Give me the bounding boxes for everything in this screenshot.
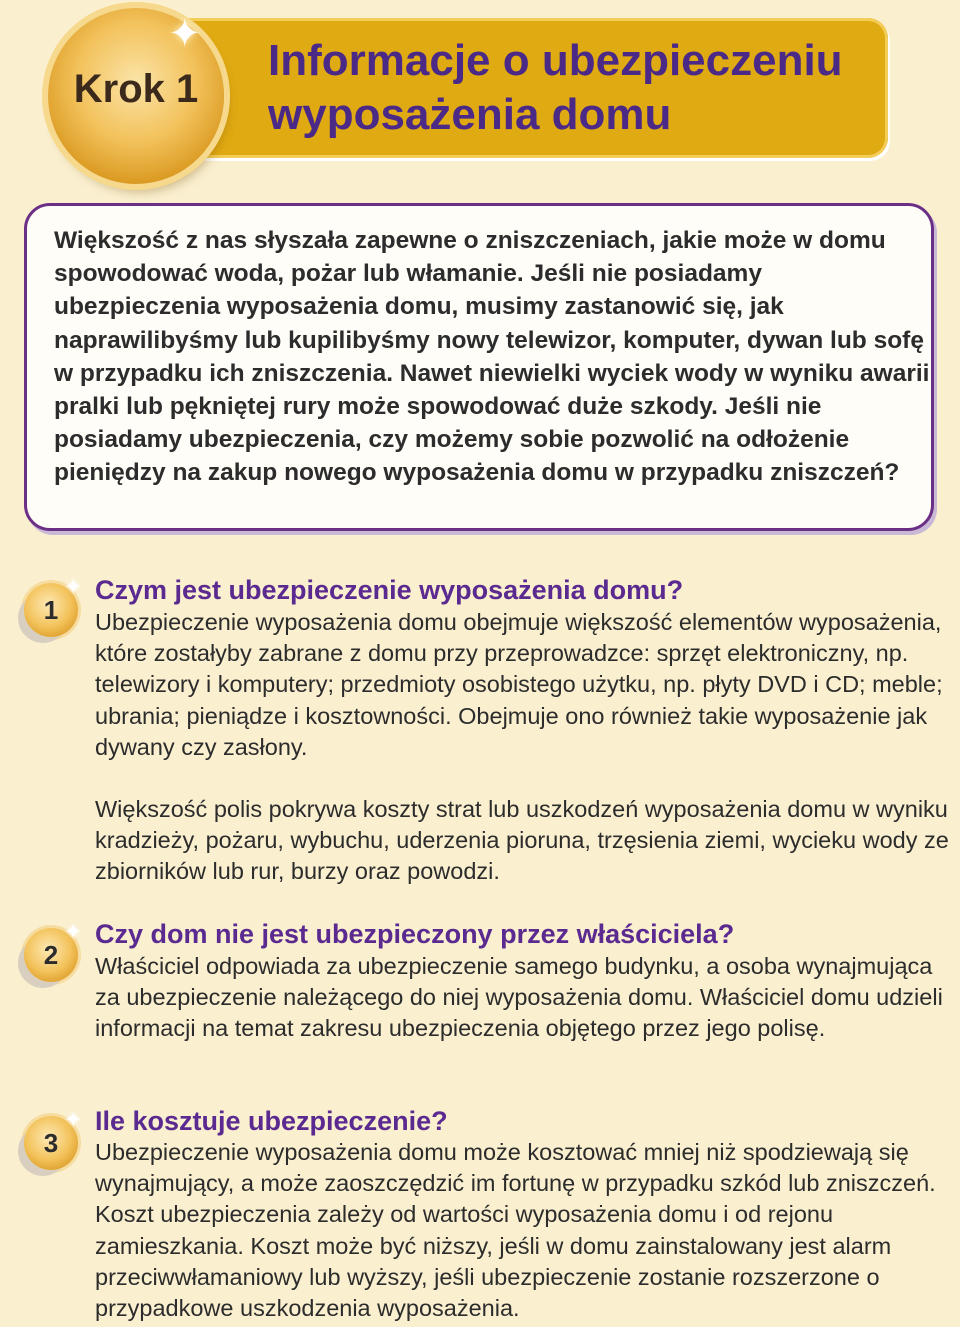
page-title: [268, 34, 908, 142]
section-number: 1: [43, 595, 59, 625]
step-label: Krok 1: [73, 67, 199, 111]
sparkle-icon: ✦: [64, 1107, 83, 1132]
sparkle-icon: ✦: [168, 12, 202, 56]
section-heading: Czy dom nie jest ubezpieczony przez właściciela?: [95, 919, 735, 949]
section-paragraph: Właściciel odpowiada za ubezpieczenie samego budynku, a osoba wynajmująca za ubezpieczenie należącego do niej wyposażenia domu. Właściciel domu udzieli informacji na temat zakresu ubezpieczenia objętego przez jego polisę.: [95, 953, 943, 1042]
intro-text: Większość z nas słyszała zapewne o zniszczeniach, jakie może w domu spowodować woda, pożar lub włamanie. Jeśli nie posiadamy ubezpieczenia wyposażenia domu, musimy zastanowić się, jak naprawilibyśmy lub kupilibyśmy nowy telewizor, komputer, dywan lub sofę w przypadku ich zniszczenia. Nawet niewielki wyciek wody w wyniku awarii pralki lub pękniętej rury może spowodować duże szkody. Jeśli nie posiadamy ubezpieczenia, czy możemy sobie pozwolić na odłożenie pieniędzy na zakup nowego wyposażenia domu w przypadku zniszczeń?: [54, 227, 930, 487]
section-paragraph: Ubezpieczenie wyposażenia domu może kosztować mniej niż spodziewają się wynajmujący, a może zaoszczędzić im fortunę w przypadku szkód lub zniszczeń. Koszt ubezpieczenia zależy od wartości wyposażenia domu i od rejonu zamieszkania. Koszt może być niższy, jeśli w domu zainstalowany jest alarm przeciwwłamaniowy lub wyższy, jeśli ubezpieczenie zostanie rozszerzone o przypadkowe uszkodzenia wyposażenia.: [95, 1139, 936, 1322]
section-heading: Ile kosztuje ubezpieczenie?: [95, 1106, 448, 1136]
page-title-line1: Informacje o ubezpieczeniu: [268, 36, 843, 85]
section-heading: Czym jest ubezpieczenie wyposażenia domu?: [95, 575, 684, 605]
page-title-line2: wyposażenia domu: [268, 90, 672, 139]
section-paragraph: Większość polis pokrywa koszty strat lub uszkodzeń wyposażenia domu w wyniku kradzieży, pożaru, wybuchu, uderzenia pioruna, trzęsienia ziemi, wycieku wody ze zbiorników lub rur, burzy oraz powodzi.: [95, 796, 949, 885]
sparkle-icon: ✦: [64, 919, 83, 944]
section-number: 3: [43, 1128, 59, 1158]
section-number: 2: [43, 940, 59, 970]
section-paragraph: Ubezpieczenie wyposażenia domu obejmuje większość elementów wyposażenia, które zostałyby zabrane z domu przy przeprowadzce: sprzęt elektroniczny, np. telewizory i komputery; przedmioty osobistego użytku, np. płyty DVD i CD; meble; ubrania; pieniądze i kosztowności. Obejmuje ono również takie wyposażenie jak dywany czy zasłony.: [95, 609, 943, 760]
sparkle-icon: ✦: [64, 574, 83, 599]
